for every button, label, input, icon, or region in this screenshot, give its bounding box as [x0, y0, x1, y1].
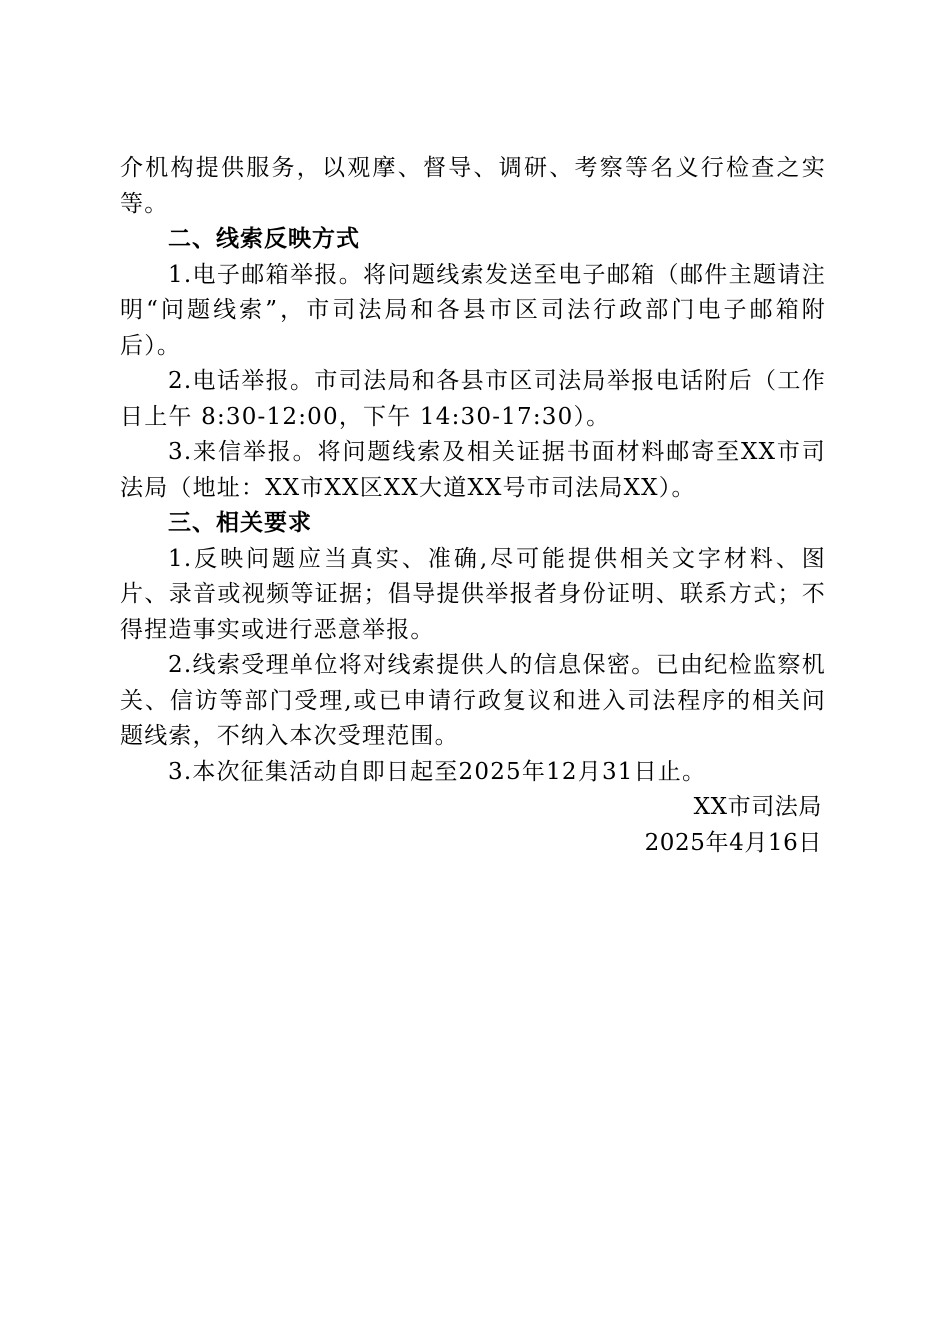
signature-org: XX市司法局 [693, 794, 822, 820]
reporting-method-phone: 2.电话举报。市司法局和各县市区司法局举报电话附后（工作日上午 8:30-12:00，下午 14:30-17:30）。 [120, 368, 826, 430]
requirement-confidentiality: 2.线索受理单位将对线索提供人的信息保密。已由纪检监察机关、信访等部门受理,或已申请行政复议和进入司法程序的相关问题线索，不纳入本次受理范围。 [120, 652, 826, 749]
requirement-deadline: 3.本次征集活动自即日起至2025年12月31日止。 [168, 758, 707, 785]
intro-paragraph-tail: 介机构提供服务，以观摩、督导、调研、考察等名义行检查之实等。 [120, 155, 826, 217]
reporting-method-email: 1.电子邮箱举报。将问题线索发送至电子邮箱（邮件主题请注明“问题线索”，市司法局和各县市区司法行政部门电子邮箱附后）。 [120, 261, 826, 359]
section-heading-requirements: 三、相关要求 [168, 510, 312, 536]
document-body [120, 151, 826, 861]
section-heading-reporting-methods: 二、线索反映方式 [168, 226, 360, 252]
signature-date: 2025年4月16日 [644, 829, 822, 856]
reporting-method-letter: 3.来信举报。将问题线索及相关证据书面材料邮寄至XX市司法局（地址：XX市XX区XX大道XX号市司法局XX）。 [120, 439, 826, 501]
requirement-authenticity: 1.反映问题应当真实、准确,尽可能提供相关文字材料、图片、录音或视频等证据；倡导提供举报者身份证明、联系方式；不得捏造事实或进行恶意举报。 [120, 545, 826, 643]
